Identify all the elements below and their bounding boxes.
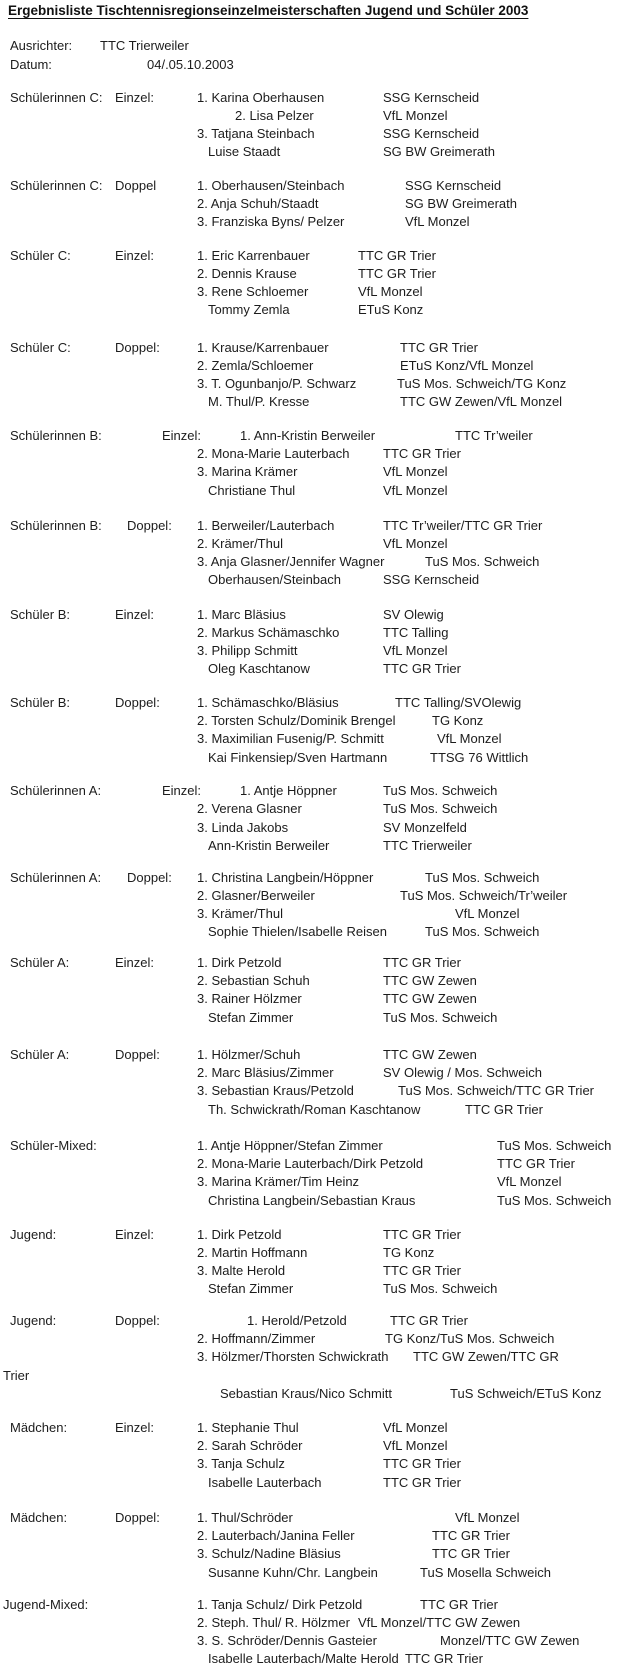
result-line <box>0 607 640 624</box>
category-label: Schülerinnen C: <box>10 90 103 105</box>
entry-name: 2. Markus Schämaschko <box>197 625 340 640</box>
club-name: TTC GR Trier <box>390 1313 468 1328</box>
entry-name: 1. Marc Bläsius <box>197 607 286 622</box>
result-line <box>0 90 640 107</box>
entry-name: 2. Glasner/Berweiler <box>197 888 315 903</box>
entry-name: 3. T. Ogunbanjo/P. Schwarz <box>197 376 357 391</box>
category-label: Schüler C: <box>10 248 71 263</box>
event-type-label: Doppel: <box>127 518 172 533</box>
result-line <box>0 888 640 905</box>
category-label: Schülerinnen B: <box>10 518 102 533</box>
club-name: SSG Kernscheid <box>383 126 480 141</box>
entry-name: 2. Lauterbach/Janina Feller <box>197 1528 355 1543</box>
entry-name: 2. Sebastian Schuh <box>197 973 310 988</box>
category-label: Mädchen: <box>10 1510 68 1525</box>
entry-name: Sophie Thielen/Isabelle Reisen <box>208 924 387 939</box>
entry-name: 3. Tatjana Steinbach <box>197 126 315 141</box>
entry-name: 1. Tanja Schulz/ Dirk Petzold <box>197 1597 363 1612</box>
result-line <box>0 126 640 143</box>
result-line <box>0 358 640 375</box>
club-name: TTC GR Trier <box>383 1227 461 1242</box>
result-line <box>0 1102 640 1119</box>
result-line <box>0 625 640 642</box>
result-line <box>0 801 640 818</box>
entry-name: 2. Mona-Marie Lauterbach/Dirk Petzold <box>197 1156 424 1171</box>
club-name: TuS Mos. Schweich <box>425 870 540 885</box>
club-name: TG Konz <box>383 1245 435 1260</box>
club-name: TTC GW Zewen <box>383 973 477 988</box>
result-line <box>0 1281 640 1298</box>
category-label: Schüler B: <box>10 607 70 622</box>
entry-name: 2. Marc Bläsius/Zimmer <box>197 1065 334 1080</box>
club-name: VfL Monzel <box>405 214 470 229</box>
entry-name: 3. S. Schröder/Dennis Gasteier <box>197 1633 377 1648</box>
result-line <box>0 783 640 800</box>
club-name: VfL Monzel <box>455 1510 520 1525</box>
entry-name: 1. Berweiler/Lauterbach <box>197 518 335 533</box>
club-name: TTC GR Trier <box>432 1546 510 1561</box>
club-name: ETuS Konz <box>358 302 424 317</box>
entry-name: 1. Krause/Karrenbauer <box>197 340 329 355</box>
club-name: SV Olewig <box>383 607 444 622</box>
club-name: TG Konz <box>432 713 484 728</box>
result-line <box>0 750 640 767</box>
club-name: TuS Mos. Schweich <box>383 1281 498 1296</box>
result-line <box>0 820 640 837</box>
entry-name: 3. Malte Herold <box>197 1263 286 1278</box>
entry-name: 1. Ann-Kristin Berweiler <box>240 428 376 443</box>
event-type-label: Einzel: <box>162 428 202 443</box>
club-name: TTC GW Zewen <box>383 991 477 1006</box>
entry-name: 1. Stephanie Thul <box>197 1420 299 1435</box>
result-line <box>0 1313 640 1330</box>
entry-name: 3. Tanja Schulz <box>197 1456 285 1471</box>
entry-name: 3. Anja Glasner/Jennifer Wagner <box>197 554 385 569</box>
club-name: SSG Kernscheid <box>383 572 480 587</box>
result-line <box>0 1456 640 1473</box>
result-line <box>0 1633 640 1650</box>
event-type-label: Doppel: <box>127 870 172 885</box>
category-label: Jugend: <box>10 1313 57 1328</box>
entry-name: Oleg Kaschtanow <box>208 661 310 676</box>
entry-name: 2. Anja Schuh/Staadt <box>197 196 319 211</box>
result-line <box>0 1368 640 1385</box>
result-line <box>0 144 640 161</box>
club-name: SSG Kernscheid <box>383 90 480 105</box>
result-line <box>0 1475 640 1492</box>
event-type-label: Einzel: <box>115 607 155 622</box>
club-name: TuS Mos. Schweich <box>497 1138 612 1153</box>
category-label: Schüler B: <box>10 695 70 710</box>
event-type-label: Doppel: <box>115 1047 160 1062</box>
entry-name: 3. Maximilian Fusenig/P. Schmitt <box>197 731 384 746</box>
club-name: TTC Trierweiler <box>383 838 472 853</box>
result-line <box>0 1227 640 1244</box>
result-line <box>0 1010 640 1027</box>
club-name: ETuS Konz/VfL Monzel <box>400 358 534 373</box>
category-label: Schülerinnen A: <box>10 783 102 798</box>
entry-name: Luise Staadt <box>208 144 281 159</box>
entry-name: 3. Franziska Byns/ Pelzer <box>197 214 345 229</box>
entry-name: Kai Finkensiep/Sven Hartmann <box>208 750 388 765</box>
result-line <box>0 1386 640 1403</box>
result-line <box>0 1349 640 1366</box>
entry-name: M. Thul/P. Kresse <box>208 394 310 409</box>
entry-name: 3. Sebastian Kraus/Petzold <box>197 1083 354 1098</box>
entry-name: 2. Zemla/Schloemer <box>197 358 314 373</box>
entry-name: 3. Rene Schloemer <box>197 284 309 299</box>
entry-name: 2. Sarah Schröder <box>197 1438 303 1453</box>
result-line <box>0 178 640 195</box>
result-line <box>0 1263 640 1280</box>
result-line <box>0 973 640 990</box>
entry-name: 3. Philipp Schmitt <box>197 643 298 658</box>
club-name: TTC GR Trier <box>400 340 478 355</box>
entry-name: Christina Langbein/Sebastian Kraus <box>208 1193 416 1208</box>
club-name: TTC GR Trier <box>383 661 461 676</box>
result-line <box>0 572 640 589</box>
result-line <box>0 1597 640 1614</box>
result-line <box>0 906 640 923</box>
club-name: SG BW Greimerath <box>383 144 495 159</box>
result-line <box>0 266 640 283</box>
entry-name: 1. Christina Langbein/Höppner <box>197 870 374 885</box>
club-name: TTC GR Trier <box>405 1651 483 1664</box>
result-line <box>0 1615 640 1632</box>
entry-name: 1. Hölzmer/Schuh <box>197 1047 301 1062</box>
entry-name: Trier <box>3 1368 30 1383</box>
entry-name: 1. Oberhausen/Steinbach <box>197 178 345 193</box>
club-name: VfL Monzel <box>383 643 448 658</box>
event-type-label: Einzel: <box>162 783 202 798</box>
category-label: Schüler-Mixed: <box>10 1138 97 1153</box>
result-line <box>0 536 640 553</box>
event-type-label: Einzel: <box>115 955 155 970</box>
entry-name: 3. Rainer Hölzmer <box>197 991 302 1006</box>
club-name: TTC GR Trier <box>383 955 461 970</box>
entry-name: Oberhausen/Steinbach <box>208 572 341 587</box>
entry-name: 2. Martin Hoffmann <box>197 1245 308 1260</box>
club-name: TuS Mos. Schweich <box>425 554 540 569</box>
club-name: TuS Mos. Schweich <box>383 783 498 798</box>
club-name: TTSG 76 Wittlich <box>430 750 529 765</box>
club-name: SSG Kernscheid <box>405 178 502 193</box>
club-name: TuS Mosella Schweich <box>420 1565 552 1580</box>
club-name: TuS Schweich/ETuS Konz <box>450 1386 602 1401</box>
result-line <box>0 302 640 319</box>
club-name: TTC GR Trier <box>383 1475 461 1490</box>
club-name: VfL Monzel <box>383 483 448 498</box>
entry-name: Stefan Zimmer <box>208 1281 294 1296</box>
result-line <box>0 1245 640 1262</box>
entry-name: Isabelle Lauterbach <box>208 1475 322 1490</box>
event-type-label: Doppel: <box>115 1510 160 1525</box>
club-name: TuS Mos. Schweich/TTC GR Trier <box>398 1083 594 1098</box>
club-name: VfL Monzel <box>383 1438 448 1453</box>
result-line <box>0 376 640 393</box>
result-line <box>0 838 640 855</box>
club-name: TTC GW Zewen/VfL Monzel <box>400 394 563 409</box>
club-name: TTC GR Trier <box>358 248 436 263</box>
result-line <box>0 483 640 500</box>
entry-name: 2. Lisa Pelzer <box>235 108 314 123</box>
meta-value-datum: 04/.05.10.2003 <box>147 57 234 72</box>
entry-name: Tommy Zemla <box>208 302 290 317</box>
category-label: Mädchen: <box>10 1420 68 1435</box>
club-name: VfL Monzel <box>497 1174 562 1189</box>
entry-name: Stefan Zimmer <box>208 1010 294 1025</box>
meta-label-datum: Datum: <box>10 57 52 72</box>
event-type-label: Einzel: <box>115 1227 155 1242</box>
result-line <box>0 428 640 445</box>
category-label: Schülerinnen C: <box>10 178 103 193</box>
result-line <box>0 924 640 941</box>
result-line <box>0 1174 640 1191</box>
category-label: Schülerinnen B: <box>10 428 102 443</box>
entry-name: 1. Karina Oberhausen <box>197 90 325 105</box>
entry-name: 1. Antje Höppner/Stefan Zimmer <box>197 1138 383 1153</box>
result-line <box>0 394 640 411</box>
entry-name: 2. Verena Glasner <box>197 801 302 816</box>
entry-name: 1. Thul/Schröder <box>197 1510 293 1525</box>
result-line <box>0 518 640 535</box>
event-type-label: Einzel: <box>115 90 155 105</box>
entry-name: Sebastian Kraus/Nico Schmitt <box>220 1386 392 1401</box>
result-line <box>0 464 640 481</box>
result-line <box>0 713 640 730</box>
club-name: VfL Monzel <box>358 284 423 299</box>
entry-name: 3. Marina Krämer/Tim Heinz <box>197 1174 360 1189</box>
result-line <box>0 1193 640 1210</box>
club-name: TTC Tr’weiler <box>455 428 533 443</box>
result-line <box>0 991 640 1008</box>
entry-name: 2. Torsten Schulz/Dominik Brengel <box>197 713 396 728</box>
club-name: TTC Talling <box>383 625 449 640</box>
club-name: VfL Monzel <box>383 464 448 479</box>
result-line <box>0 731 640 748</box>
result-line <box>0 1510 640 1527</box>
entry-name: 1. Eric Karrenbauer <box>197 248 310 263</box>
club-name: VfL Monzel <box>455 906 520 921</box>
club-name: TTC Tr’weiler/TTC GR Trier <box>383 518 543 533</box>
club-name: TTC GR Trier <box>358 266 436 281</box>
result-line <box>0 446 640 463</box>
result-line <box>0 214 640 231</box>
entry-name: 2. Mona-Marie Lauterbach <box>197 446 350 461</box>
entry-name: Isabelle Lauterbach/Malte Herold <box>208 1651 399 1664</box>
club-name: VfL Monzel <box>437 731 502 746</box>
result-line <box>0 1546 640 1563</box>
club-name: TuS Mos. Schweich <box>425 924 540 939</box>
result-line <box>0 196 640 213</box>
result-line <box>0 643 640 660</box>
meta-line-datum <box>0 57 640 74</box>
entry-name: 3. Schulz/Nadine Bläsius <box>197 1546 341 1561</box>
result-line <box>0 108 640 125</box>
club-name: TuS Mos. Schweich <box>497 1193 612 1208</box>
club-name: TTC GR Trier <box>432 1528 510 1543</box>
club-name: TTC GR Trier <box>383 1263 461 1278</box>
meta-value-ausrichter: TTC Trierweiler <box>100 38 189 53</box>
entry-name: 1. Dirk Petzold <box>197 1227 282 1242</box>
result-line <box>0 248 640 265</box>
result-line <box>0 1528 640 1545</box>
event-type-label: Doppel: <box>115 1313 160 1328</box>
club-name: VfL Monzel <box>383 536 448 551</box>
club-name: TuS Mos. Schweich <box>383 801 498 816</box>
category-label: Jugend-Mixed: <box>3 1597 89 1612</box>
entry-name: Christiane Thul <box>208 483 296 498</box>
club-name: TTC Talling/SVOlewig <box>395 695 522 710</box>
category-label: Schülerinnen A: <box>10 870 102 885</box>
entry-name: 3. Hölzmer/Thorsten Schwickrath <box>197 1349 389 1364</box>
event-type-label: Doppel: <box>115 340 160 355</box>
category-label: Schüler A: <box>10 1047 70 1062</box>
category-label: Jugend: <box>10 1227 57 1242</box>
club-name: TuS Mos. Schweich/Tr’weiler <box>400 888 568 903</box>
event-type-label: Doppel <box>115 178 157 193</box>
result-line <box>0 1065 640 1082</box>
meta-line-ausrichter <box>0 38 640 55</box>
entry-name: 3. Marina Krämer <box>197 464 298 479</box>
entry-name: 3. Krämer/Thul <box>197 906 283 921</box>
result-line <box>0 1047 640 1064</box>
club-name: TTC GW Zewen <box>383 1047 477 1062</box>
entry-name: 3. Linda Jakobs <box>197 820 289 835</box>
result-line <box>0 955 640 972</box>
club-name: SG BW Greimerath <box>405 196 517 211</box>
club-name: VfL Monzel <box>383 108 448 123</box>
meta-label-ausrichter: Ausrichter: <box>10 38 73 53</box>
event-type-label: Einzel: <box>115 1420 155 1435</box>
event-type-label: Einzel: <box>115 248 155 263</box>
result-line <box>0 1651 640 1664</box>
entry-name: Susanne Kuhn/Chr. Langbein <box>208 1565 378 1580</box>
entry-name: 2. Hoffmann/Zimmer <box>197 1331 316 1346</box>
entry-name: 1. Herold/Petzold <box>247 1313 347 1328</box>
result-line <box>0 1420 640 1437</box>
club-name: TTC GR Trier <box>383 446 461 461</box>
result-line <box>0 661 640 678</box>
category-label: Schüler C: <box>10 340 71 355</box>
club-name: TTC GR Trier <box>497 1156 575 1171</box>
result-line <box>0 1565 640 1582</box>
result-line <box>0 1156 640 1173</box>
club-name: TTC GR Trier <box>465 1102 543 1117</box>
club-name: TTC GR Trier <box>420 1597 498 1612</box>
entry-name: Th. Schwickrath/Roman Kaschtanow <box>208 1102 421 1117</box>
result-line <box>0 870 640 887</box>
document-title: Ergebnisliste Tischtennisregionseinzelmeisterschaften Jugend und Schüler 2003 <box>8 3 529 18</box>
entry-name: Ann-Kristin Berweiler <box>208 838 330 853</box>
category-label: Schüler A: <box>10 955 70 970</box>
entry-name: 2. Steph. Thul/ R. Hölzmer <box>197 1615 350 1630</box>
result-line <box>0 284 640 301</box>
club-name: TTC GR Trier <box>383 1456 461 1471</box>
club-name: TG Konz/TuS Mos. Schweich <box>385 1331 555 1346</box>
entry-name: 1. Schämaschko/Bläsius <box>197 695 339 710</box>
club-name: TTC GW Zewen/TTC GR <box>413 1349 559 1364</box>
club-name: VfL Monzel <box>383 1420 448 1435</box>
entry-name: 1. Dirk Petzold <box>197 955 282 970</box>
result-line <box>0 1331 640 1348</box>
result-line <box>0 1083 640 1100</box>
result-line <box>0 695 640 712</box>
club-name: TuS Mos. Schweich/TG Konz <box>397 376 567 391</box>
entry-name: 2. Krämer/Thul <box>197 536 283 551</box>
club-name: SV Monzelfeld <box>383 820 467 835</box>
club-name: TuS Mos. Schweich <box>383 1010 498 1025</box>
club-name: SV Olewig / Mos. Schweich <box>383 1065 542 1080</box>
entry-name: 1. Antje Höppner <box>240 783 337 798</box>
result-line <box>0 340 640 357</box>
entry-name: 2. Dennis Krause <box>197 266 297 281</box>
club-name: Monzel/TTC GW Zewen <box>440 1633 580 1648</box>
result-line <box>0 1438 640 1455</box>
club-name: VfL Monzel/TTC GW Zewen <box>358 1615 521 1630</box>
result-line <box>0 554 640 571</box>
result-line <box>0 1138 640 1155</box>
event-type-label: Doppel: <box>115 695 160 710</box>
